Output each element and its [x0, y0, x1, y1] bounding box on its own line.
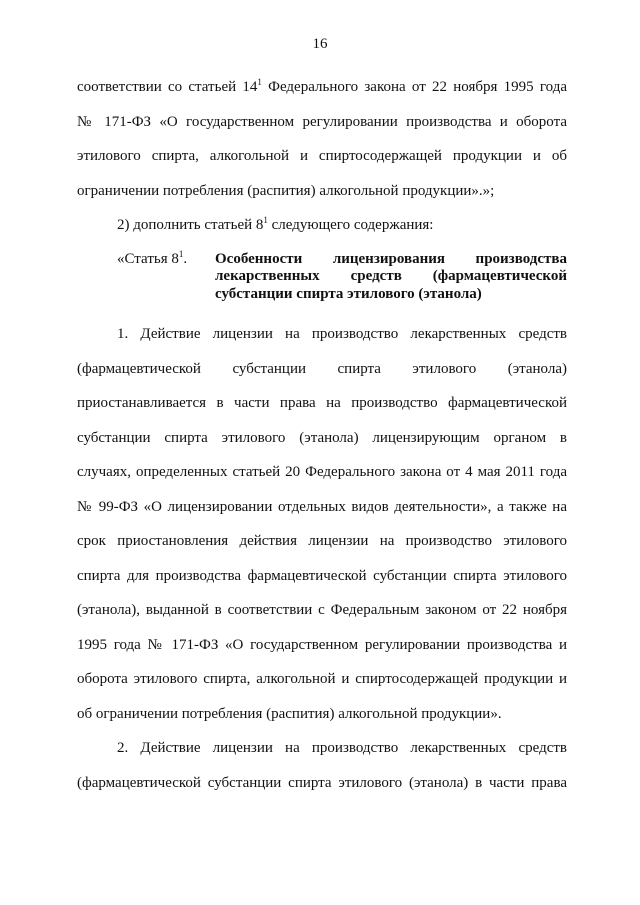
paragraph-line: случаях, определенных статьей 20 Федерального закона от 4 мая 2011 года — [77, 464, 567, 480]
text-run: соответствии со статьей 14 — [77, 79, 258, 95]
article-title-line: субстанции спирта этилового (этанола) — [215, 285, 482, 302]
text-run: Федерального закона от 22 ноября 1995 года — [261, 79, 567, 95]
superscript: 1 — [257, 77, 262, 87]
text-run: «Статья 8 — [117, 250, 179, 267]
superscript: 1 — [178, 248, 184, 259]
paragraph-line — [77, 208, 567, 243]
article-title-line: лекарственных средств (фармацевтической — [215, 268, 567, 284]
paragraph-line: 1995 года № 171-ФЗ «О государственном регулировании производства и — [77, 636, 567, 653]
paragraph-line: об ограничении потребления (распития) алкогольной продукции». — [77, 705, 502, 722]
paragraph-line: 2. Действие лицензии на производство лекарственных средств — [117, 740, 567, 756]
article-label — [117, 248, 215, 304]
document-body — [77, 70, 567, 800]
article-title-line: Особенности лицензирования производства — [215, 250, 567, 267]
paragraph-line: (этанола), выданной в соответствии с Федеральным законом от 22 ноября — [77, 602, 567, 618]
text-run: . — [183, 250, 188, 267]
paragraph-line: № 99-ФЗ «О лицензировании отдельных видов деятельности», а также на — [77, 498, 567, 515]
page-number: 16 — [312, 36, 328, 52]
paragraph-line — [77, 70, 567, 105]
paragraph-line: приостанавливается в части права на производство фармацевтической — [77, 395, 567, 411]
paragraph-line: оборота этилового спирта, алкогольной и спиртосодержащей продукции и — [77, 671, 567, 687]
text-run: следующего содержания: — [267, 217, 434, 233]
paragraph-line: этилового спирта, алкогольной и спиртосодержащей продукции и об — [77, 148, 567, 164]
text-run: 2) дополнить статьей 8 — [117, 217, 264, 233]
paragraph-line: № 171-ФЗ «О государственном регулировании производства и оборота — [77, 113, 567, 130]
paragraph-line: (фармацевтической субстанции спирта этилового (этанола) — [77, 360, 567, 377]
paragraph-line: ограничении потребления (распития) алкогольной продукции».»; — [77, 182, 495, 199]
article-title — [215, 251, 567, 304]
paragraph-line: спирта для производства фармацевтической субстанции спирта этилового — [77, 567, 567, 584]
paragraph-line: 1. Действие лицензии на производство лекарственных средств — [117, 326, 567, 342]
paragraph-line: субстанции спирта этилового (этанола) лицензирующим органом в — [77, 429, 567, 446]
article-heading — [77, 243, 567, 318]
paragraph-line: (фармацевтической субстанции спирта этилового (этанола) в части права — [77, 774, 567, 791]
paragraph-line: срок приостановления действия лицензии на производство этилового — [77, 533, 567, 549]
superscript: 1 — [263, 215, 268, 225]
